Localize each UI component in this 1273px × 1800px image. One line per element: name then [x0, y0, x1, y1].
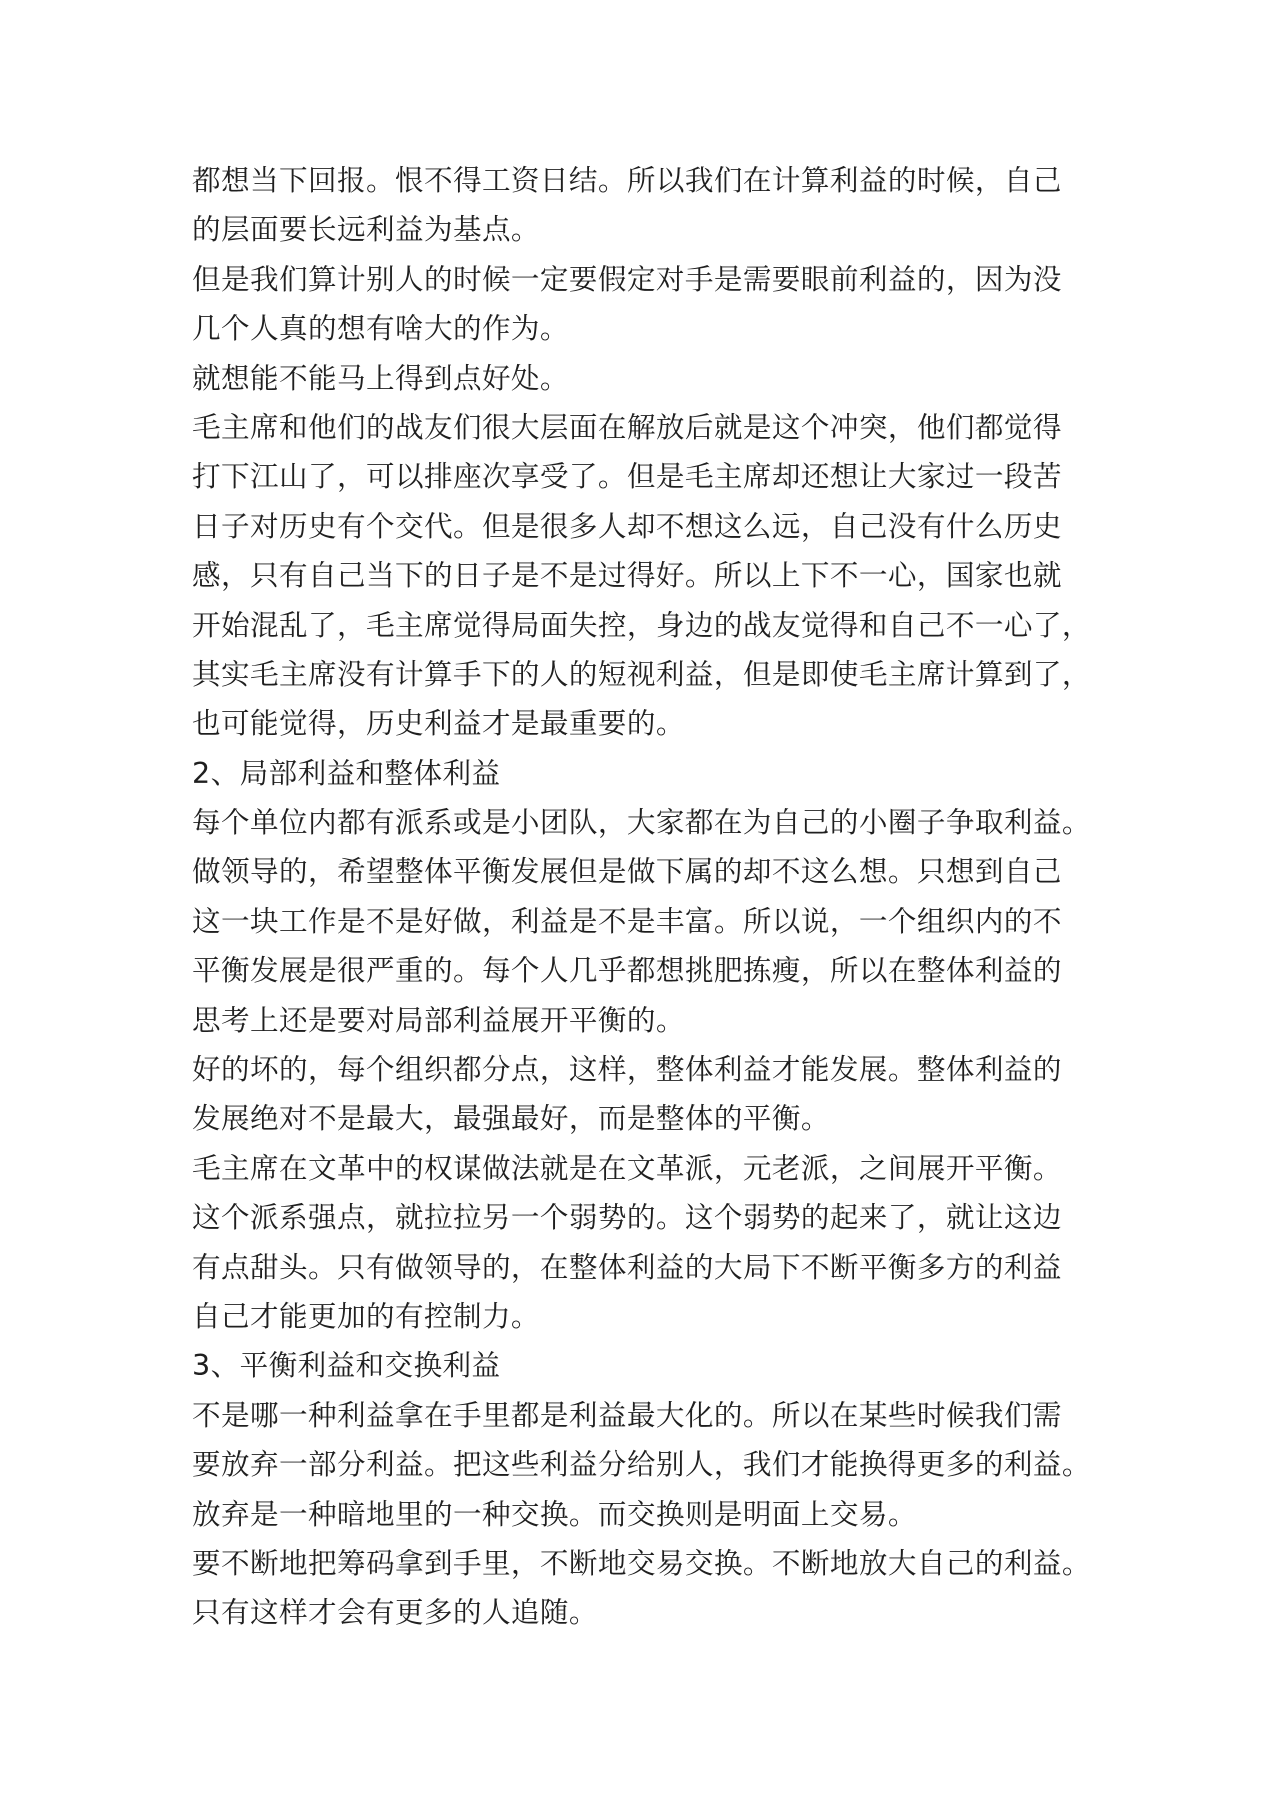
- text-line: 要放弃一部分利益。把这些利益分给别人，我们才能换得更多的利益。: [192, 1447, 1091, 1482]
- section-heading: 3、平衡利益和交换利益: [192, 1348, 501, 1383]
- text-line: 其实毛主席没有计算手下的人的短视利益，但是即使毛主席计算到了，: [192, 656, 1091, 691]
- text-line: 毛主席和他们的战友们很大层面在解放后就是这个冲突，他们都觉得: [192, 409, 1062, 444]
- text-line: 但是我们算计别人的时候一定要假定对手是需要眼前利益的，因为没: [192, 261, 1062, 296]
- text-line: 感，只有自己当下的日子是不是过得好。所以上下不一心，国家也就: [192, 558, 1062, 593]
- text-line: 平衡发展是很严重的。每个人几乎都想挑肥拣瘦，所以在整体利益的: [192, 953, 1062, 988]
- text-line: 也可能觉得，历史利益才是最重要的。: [192, 706, 685, 741]
- text-line: 发展绝对不是最大，最强最好，而是整体的平衡。: [192, 1101, 830, 1136]
- text-line: 日子对历史有个交代。但是很多人却不想这么远，自己没有什么历史: [192, 508, 1062, 543]
- text-line: 放弃是一种暗地里的一种交换。而交换则是明面上交易。: [192, 1496, 917, 1531]
- text-line: 这一块工作是不是好做，利益是不是丰富。所以说，一个组织内的不: [192, 903, 1062, 938]
- text-line: 不是哪一种利益拿在手里都是利益最大化的。所以在某些时候我们需: [192, 1397, 1062, 1432]
- text-line: 就想能不能马上得到点好处。: [192, 360, 569, 395]
- text-line: 做领导的，希望整体平衡发展但是做下属的却不这么想。只想到自己: [192, 854, 1062, 889]
- text-line: 每个单位内都有派系或是小团队，大家都在为自己的小圈子争取利益。: [192, 805, 1091, 840]
- text-line: 好的坏的，每个组织都分点，这样，整体利益才能发展。整体利益的: [192, 1052, 1062, 1087]
- text-line: 这个派系强点，就拉拉另一个弱势的。这个弱势的起来了，就让这边: [192, 1200, 1062, 1235]
- text-line: 开始混乱了，毛主席觉得局面失控，身边的战友觉得和自己不一心了，: [192, 607, 1091, 642]
- text-line: 只有这样才会有更多的人追随。: [192, 1595, 598, 1630]
- text-line: 自己才能更加的有控制力。: [192, 1298, 540, 1333]
- text-line: 有点甜头。只有做领导的，在整体利益的大局下不断平衡多方的利益: [192, 1249, 1062, 1284]
- text-line: 思考上还是要对局部利益展开平衡的。: [192, 1002, 685, 1037]
- section-heading: 2、局部利益和整体利益: [192, 755, 501, 790]
- text-line: 几个人真的想有啥大的作为。: [192, 311, 569, 346]
- text-line: 要不断地把筹码拿到手里，不断地交易交换。不断地放大自己的利益。: [192, 1545, 1091, 1580]
- text-line: 都想当下回报。恨不得工资日结。所以我们在计算利益的时候，自己: [192, 163, 1062, 197]
- text-line: 的层面要长远利益为基点。: [192, 212, 540, 247]
- text-line: 毛主席在文革中的权谋做法就是在文革派，元老派，之间展开平衡。: [192, 1150, 1062, 1185]
- text-line: 打下江山了，可以排座次享受了。但是毛主席却还想让大家过一段苦: [192, 459, 1062, 494]
- document-body: [192, 156, 1092, 1638]
